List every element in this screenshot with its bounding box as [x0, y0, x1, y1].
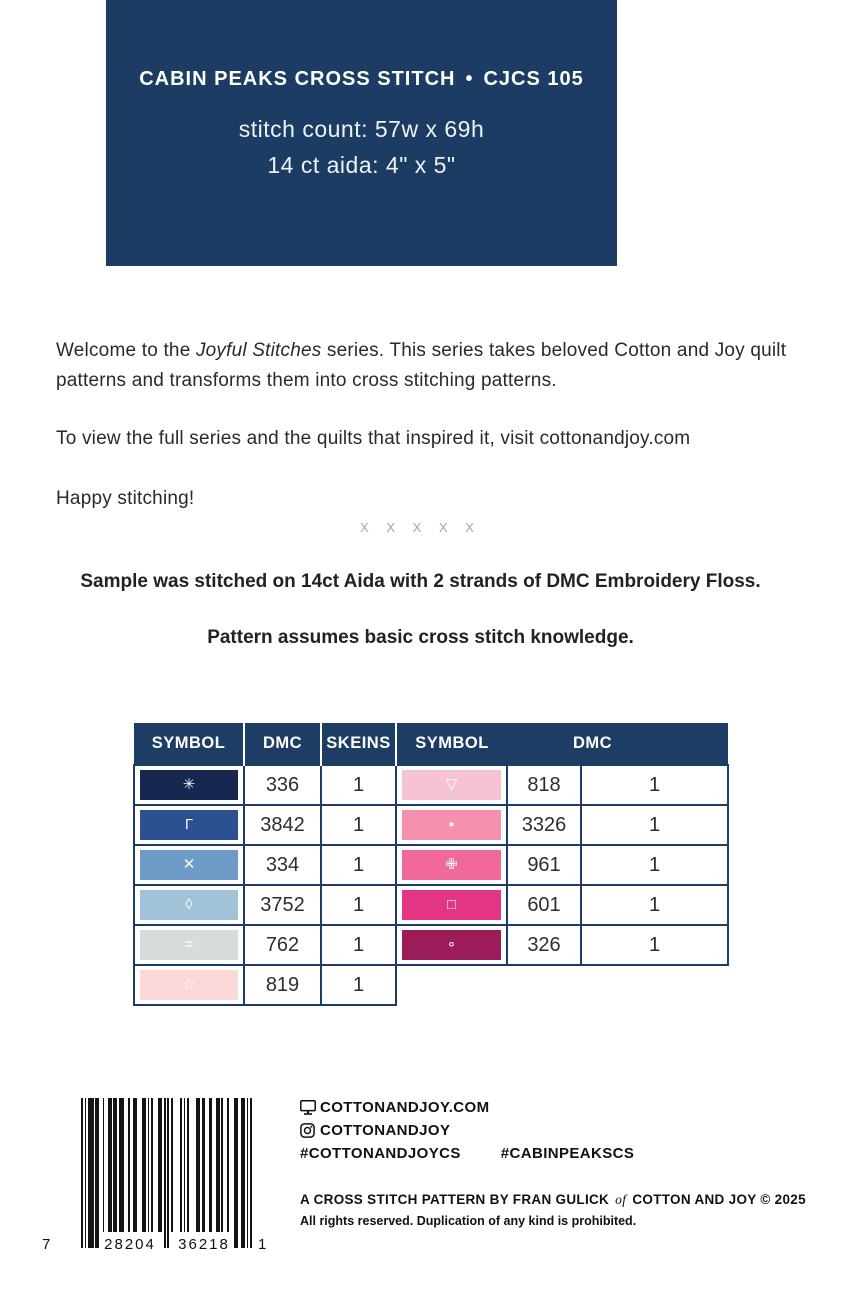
dmc-cell: 961: [507, 845, 581, 885]
barcode-bar: [142, 1098, 146, 1232]
header-dmc-right: DMC: [507, 723, 728, 765]
instagram-icon: [300, 1123, 320, 1138]
instagram-row: [300, 1119, 634, 1142]
title-bullet: •: [465, 68, 474, 90]
symbol-cell: [396, 765, 507, 805]
barcode-check-digit: 1: [258, 1236, 267, 1253]
barcode-digit-system: 7: [42, 1236, 51, 1253]
color-swatch: ▽: [402, 770, 501, 800]
hashtag-brand: #COTTONANDJOYCS: [300, 1145, 461, 1162]
barcode-bar: [133, 1098, 137, 1232]
intro-paragraph-3: Happy stitching!: [56, 488, 195, 509]
table-row: [134, 765, 728, 805]
dmc-cell: 601: [507, 885, 581, 925]
rights-line: All rights reserved. Duplication of any kind is prohibited.: [300, 1214, 637, 1228]
barcode-bar: [196, 1098, 200, 1232]
color-swatch: ☆: [140, 970, 238, 1000]
symbol-cell: [134, 765, 244, 805]
symbol-cell: [134, 845, 244, 885]
color-swatch: □: [402, 890, 501, 920]
symbol-cell: [134, 885, 244, 925]
credit-block: [300, 1192, 820, 1228]
skeins-cell: 1: [581, 845, 728, 885]
barcode-bar: [209, 1098, 213, 1232]
dmc-cell: 762: [244, 925, 321, 965]
color-swatch: ◊: [140, 890, 238, 920]
barcode-bar: [95, 1098, 99, 1248]
sample-note: Sample was stitched on 14ct Aida with 2 strands of DMC Embroidery Floss.: [80, 571, 761, 592]
barcode-bar: [247, 1098, 249, 1248]
instagram-handle: COTTONANDJOY: [320, 1122, 451, 1139]
barcode-bar: [202, 1098, 206, 1232]
color-swatch: ▪: [402, 810, 501, 840]
stitch-count: stitch count: 57w x 69h: [238, 116, 485, 142]
barcode-bar: [221, 1098, 223, 1232]
symbol-cell: [134, 925, 244, 965]
color-swatch: ✙: [402, 850, 501, 880]
credit-line: [300, 1192, 820, 1208]
credit-after: COTTON AND JOY © 2025: [632, 1192, 806, 1207]
barcode-bar: [250, 1098, 252, 1248]
table-row: [134, 925, 728, 965]
aida-size: 14 ct aida: 4" x 5": [267, 152, 456, 178]
color-swatch: ✕: [140, 850, 238, 880]
hashtag-pattern: #CABINPEAKSCS: [500, 1145, 635, 1162]
barcode-bar: [108, 1098, 112, 1232]
pattern-sku: CJCS 105: [483, 68, 584, 90]
dmc-cell: 326: [507, 925, 581, 965]
skeins-cell: 1: [321, 885, 396, 925]
barcode-bar: [171, 1098, 173, 1232]
skeins-cell: 1: [321, 925, 396, 965]
empty-cell: [396, 965, 728, 1005]
floss-table: [133, 723, 729, 1006]
monitor-icon: [300, 1100, 320, 1115]
skeins-cell: 1: [321, 765, 396, 805]
barcode-bar: [113, 1098, 117, 1232]
barcode-bar: [88, 1098, 93, 1248]
intro-paragraph-2: To view the full series and the quilts that inspired it, visit cottonandjoy.com: [56, 428, 691, 449]
website-row: [300, 1096, 634, 1119]
upc-barcode: [42, 1098, 282, 1260]
intro-p1-before: Welcome to the: [56, 340, 196, 361]
stitch-x-divider: X X X X X: [360, 520, 481, 535]
barcode-bar: [85, 1098, 87, 1248]
skeins-cell: 1: [321, 965, 396, 1005]
skeins-cell: 1: [581, 885, 728, 925]
knowledge-note: Pattern assumes basic cross stitch knowledge.: [207, 627, 634, 648]
barcode-bar: [128, 1098, 130, 1232]
dmc-cell: 3842: [244, 805, 321, 845]
barcode-bar: [167, 1098, 169, 1248]
table-row: [134, 805, 728, 845]
barcode-bar: [158, 1098, 162, 1232]
pattern-title: CABIN PEAKS CROSS STITCH: [139, 68, 456, 90]
skeins-cell: 1: [321, 805, 396, 845]
header-dmc-left: DMC: [244, 723, 321, 765]
dmc-cell: 334: [244, 845, 321, 885]
barcode-bar: [81, 1098, 83, 1248]
dmc-cell: 3326: [507, 805, 581, 845]
symbol-cell: [134, 965, 244, 1005]
barcode-bar: [103, 1098, 105, 1232]
series-name: Joyful Stitches: [195, 340, 322, 361]
header-card: [106, 0, 617, 266]
color-swatch: ∘: [402, 930, 501, 960]
skeins-cell: 1: [581, 805, 728, 845]
symbol-cell: [396, 925, 507, 965]
color-swatch: =: [140, 930, 238, 960]
website-text: COTTONANDJOY.COM: [320, 1099, 490, 1116]
header-skeins: SKEINS: [321, 723, 396, 765]
table-row: [134, 845, 728, 885]
barcode-bar: [164, 1098, 166, 1248]
social-block: [300, 1096, 634, 1165]
hashtags-row: [300, 1142, 634, 1165]
color-swatch: ✳: [140, 770, 238, 800]
dmc-cell: 818: [507, 765, 581, 805]
barcode-bar: [180, 1098, 182, 1232]
header-symbol-left: SYMBOL: [134, 723, 244, 765]
symbol-cell: [396, 885, 507, 925]
dmc-cell: 819: [244, 965, 321, 1005]
barcode-bar: [216, 1098, 220, 1232]
symbol-cell: [396, 845, 507, 885]
symbol-cell: [134, 805, 244, 845]
barcode-bars: [81, 1098, 253, 1250]
barcode-bar: [227, 1098, 229, 1232]
table-row: [134, 965, 728, 1005]
barcode-group-2: 36218: [178, 1236, 230, 1253]
color-swatch: Γ: [140, 810, 238, 840]
skeins-cell: 1: [321, 845, 396, 885]
barcode-bar: [184, 1098, 186, 1232]
skeins-cell: 1: [581, 765, 728, 805]
credit-of: of: [615, 1192, 627, 1207]
barcode-bar: [148, 1098, 150, 1232]
barcode-group-1: 28204: [104, 1236, 156, 1253]
barcode-bar: [234, 1098, 238, 1248]
credit-before: A CROSS STITCH PATTERN BY FRAN GULICK: [300, 1192, 610, 1207]
barcode-bar: [119, 1098, 124, 1232]
barcode-bar: [151, 1098, 153, 1232]
floss-table-header-row: [134, 723, 728, 765]
symbol-cell: [396, 805, 507, 845]
barcode-bar: [187, 1098, 189, 1232]
skeins-cell: 1: [581, 925, 728, 965]
dmc-cell: 3752: [244, 885, 321, 925]
intro-paragraph-1: [56, 336, 816, 396]
barcode-bar: [241, 1098, 245, 1248]
header-symbol-right: SYMBOL: [396, 723, 507, 765]
dmc-cell: 336: [244, 765, 321, 805]
pattern-title-row: [106, 68, 617, 91]
intro-p1-after: series. This series takes beloved Cotton and Joy quilt patterns and transforms them into cross stitching patterns.: [56, 340, 787, 391]
table-row: [134, 885, 728, 925]
